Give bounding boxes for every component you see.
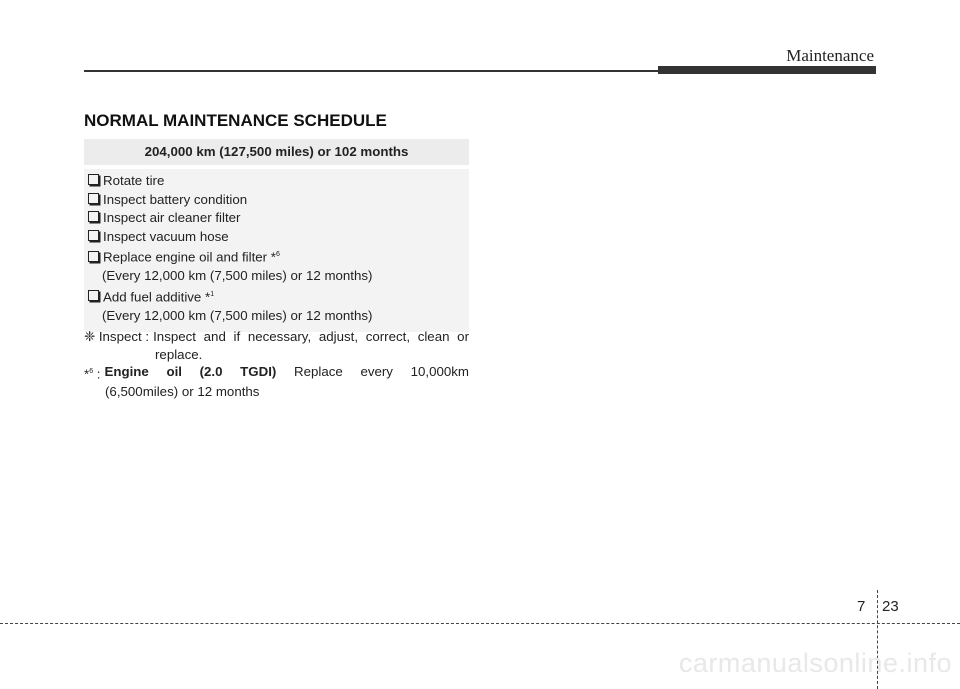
checkbox-icon — [88, 251, 99, 262]
schedule-item-vacuum-hose — [84, 228, 469, 247]
item-label: Inspect battery condition — [103, 191, 248, 207]
inspect-text-cont: replace. — [155, 346, 203, 362]
section-title: NORMAL MAINTENANCE SCHEDULE — [84, 111, 387, 130]
item-label: Inspect vacuum hose — [103, 228, 229, 244]
schedule-interval-header: 204,000 km (127,500 miles) or 102 months — [84, 139, 469, 165]
schedule-table — [84, 139, 469, 332]
checkbox-icon — [88, 211, 99, 222]
inspect-text: Inspect and if necessary, adjust, correct, clean or — [153, 329, 469, 344]
footnote-marker: 1 — [210, 290, 215, 298]
inspect-label: ❈ Inspect : — [84, 329, 150, 344]
watermark: carmanualsonline.info — [678, 648, 952, 678]
crop-line-horizontal — [0, 623, 960, 624]
schedule-item-fuel-additive — [84, 286, 469, 307]
checkbox-icon — [88, 193, 99, 204]
inspect-note — [84, 328, 469, 346]
checkbox-icon — [88, 230, 99, 241]
footnote-bold: Engine oil (2.0 TGDI) — [104, 364, 277, 379]
checkbox-icon — [88, 174, 99, 185]
schedule-notes — [84, 328, 469, 400]
page-chapter-number: 7 — [857, 598, 866, 615]
schedule-item-battery — [84, 191, 469, 210]
item-label: Replace engine oil and filter * — [103, 249, 276, 265]
footnote-6 — [84, 363, 469, 383]
item-label: Rotate tire — [103, 173, 165, 188]
footnote-text-cont: (6,500miles) or 12 months — [105, 383, 260, 399]
header-rule-thin — [84, 70, 658, 72]
page-number: 23 — [882, 598, 899, 615]
footnote-label: *$^6$ : — [84, 366, 101, 382]
schedule-item-engine-oil — [84, 246, 469, 267]
checkbox-icon — [88, 290, 99, 301]
footnote-text: Engine oil (2.0 TGDI) Replace every 10,000km — [104, 364, 469, 379]
item-label: Inspect air cleaner filter — [103, 210, 241, 226]
header-rule-thick — [658, 66, 876, 74]
footnote-marker: 6 — [275, 251, 280, 259]
schedule-item-air-filter — [84, 209, 469, 228]
schedule-item-rotate-tire — [84, 172, 469, 191]
schedule-item-fuel-additive-note: (Every 12,000 km (7,500 miles) or 12 months) — [102, 308, 373, 323]
schedule-item-engine-oil-note: (Every 12,000 km (7,500 miles) or 12 months) — [102, 268, 373, 284]
schedule-items — [84, 169, 469, 332]
item-label: Add fuel additive * — [103, 289, 211, 305]
running-header: Maintenance — [786, 46, 874, 65]
